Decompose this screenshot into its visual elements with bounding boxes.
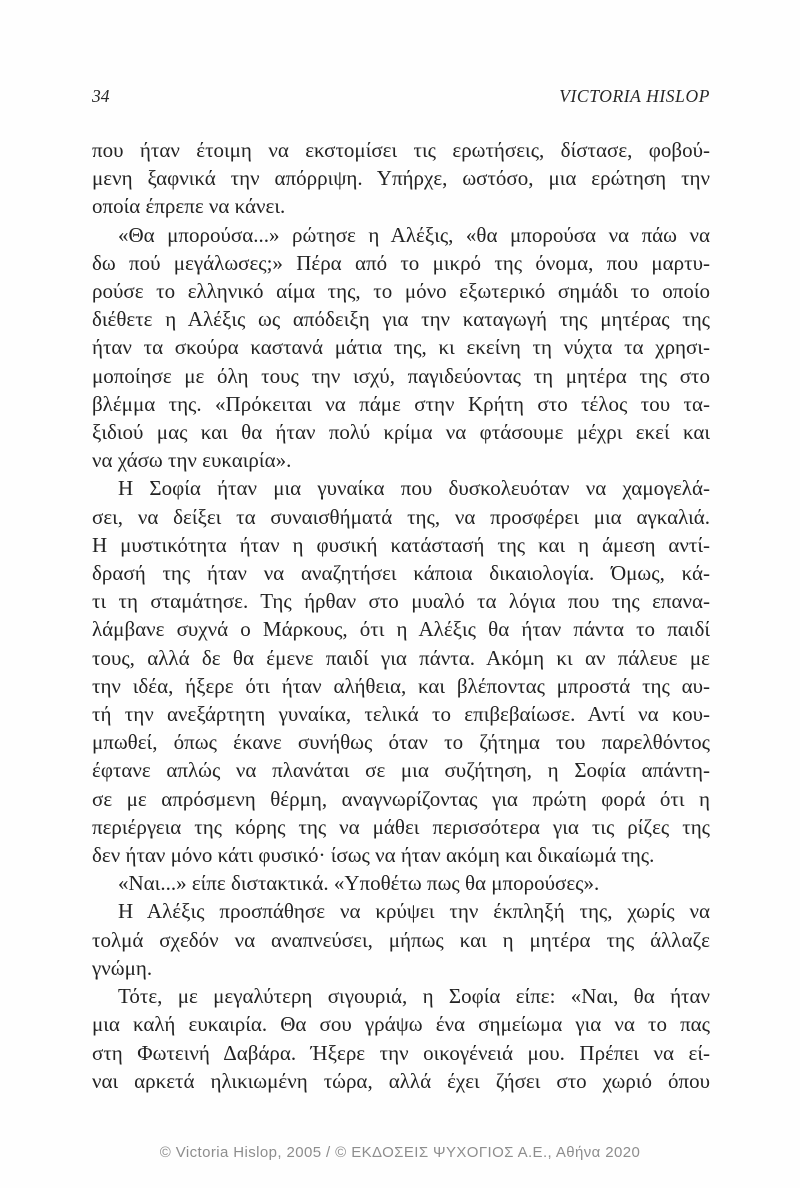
text-line: γνώμη. (92, 955, 153, 980)
text-line: μοποίησε με όλη τους την ισχύ, παγιδεύοντας τη μητέρα της στο (92, 363, 710, 388)
text-line: τολμά σχεδόν να αναπνεύσει, μήπως και η μητέρα της άλλαζε (92, 927, 710, 952)
page-number: 34 (92, 86, 110, 106)
copyright-line: © Victoria Hislop, 2005 / © ΕΚΔΟΣΕΙΣ ΨΥΧΟΓΙΟΣ Α.Ε., Αθήνα 2020 (159, 1144, 641, 1161)
text-line: ξιδιού μας και θα ήταν πολύ κρίμα να φτάσουμε μέχρι εκεί και (92, 420, 710, 445)
page-header (92, 86, 710, 107)
text-line: δεν ήταν μόνο κάτι φυσικό· ίσως να ήταν ακόμη και δικαίωμά της. (92, 843, 655, 868)
text-line: ήταν τα σκούρα καστανά μάτια της, κι εκείνη τη νύχτα τα χρησι- (92, 335, 710, 360)
text-line: Η Αλέξις προσπάθησε να κρύψει την έκπληξή της, χωρίς να (118, 899, 710, 924)
text-line: την ιδέα, ήξερε ότι ήταν αλήθεια, και βλέποντας μπροστά της αυ- (92, 673, 710, 698)
page-footer (0, 1144, 800, 1161)
text-line: μενη ξαφνικά την απόρριψη. Υπήρχε, ωστόσο, μια ερώτηση την (92, 166, 710, 191)
text-line: «Θα μπορούσα...» ρώτησε η Αλέξις, «θα μπορούσα να πάω να (118, 222, 710, 247)
text-line: σε με απρόσμενη θέρμη, αναγνωρίζοντας για πρώτη φορά ότι η (92, 786, 710, 811)
text-line: μπωθεί, όπως έκανε συνήθως όταν το ζήτημα του παρελθόντος (92, 730, 710, 755)
text-line: ρούσε το ελληνικό αίμα της, το μόνο εξωτερικό σημάδι το οποίο (92, 279, 710, 304)
text-line: Τότε, με μεγαλύτερη σιγουριά, η Σοφία είπε: «Ναι, θα ήταν (118, 984, 710, 1009)
text-line: σει, να δείξει τα συναισθήματά της, να προσφέρει μια αγκαλιά. (92, 504, 710, 529)
text-line: που ήταν έτοιμη να εκστομίσει τις ερωτήσεις, δίστασε, φοβού- (92, 138, 710, 162)
text-line: οποία έπρεπε να κάνει. (92, 194, 286, 219)
text-block (92, 136, 710, 1095)
text-line: έφτανε απλώς να πλανάται σε μια συζήτηση, η Σοφία απάντη- (92, 758, 710, 783)
text-line: τους, αλλά δε θα έμενε παιδί για πάντα. Ακόμη κι αν πάλευε με (92, 645, 710, 670)
text-line: ναι αρκετά ηλικιωμένη τώρα, αλλά έχει ζήσει στο χωριό όπου (92, 1068, 710, 1093)
text-line: μια καλή ευκαιρία. Θα σου γράψω ένα σημείωμα για να το πας (92, 1012, 710, 1037)
text-line: Η μυστικότητα ήταν η φυσική κατάστασή της και η άμεση αντί- (92, 532, 710, 557)
text-line: «Ναι...» είπε διστακτικά. «Υποθέτω πως θα μπορούσες». (118, 871, 600, 896)
text-line: τι τη σταμάτησε. Της ήρθαν στο μυαλό τα λόγια που της επανα- (92, 589, 710, 614)
text-line: τή την ανεξάρτητη γυναίκα, τελικά το επιβεβαίωσε. Αντί να κου- (92, 702, 710, 727)
text-line: στη Φωτεινή Δαβάρα. Ήξερε την οικογένειά μου. Πρέπει να εί- (92, 1040, 710, 1065)
text-line: δω πού μεγάλωσες;» Πέρα από το μικρό της όνομα, που μαρτυ- (92, 250, 710, 275)
text-line: βλέμμα της. «Πρόκειται να πάμε στην Κρήτη στο τέλος του τα- (92, 391, 710, 416)
running-title: VICTORIA HISLOP (559, 86, 710, 106)
text-line: Η Σοφία ήταν μια γυναίκα που δυσκολευόταν να χαμογελά- (118, 476, 710, 501)
text-line: δρασή της ήταν να αναζητήσει κάποια δικαιολογία. Όμως, κά- (92, 561, 710, 586)
text-line: να χάσω την ευκαιρία». (92, 448, 292, 473)
text-line: διέθετε η Αλέξις ως απόδειξη για την καταγωγή της μητέρας της (92, 307, 710, 332)
text-line: περιέργεια της κόρης της να μάθει περισσότερα για τις ρίζες της (92, 814, 710, 839)
text-line: λάμβανε συχνά ο Μάρκους, ότι η Αλέξις θα ήταν πάντα το παιδί (92, 617, 710, 642)
